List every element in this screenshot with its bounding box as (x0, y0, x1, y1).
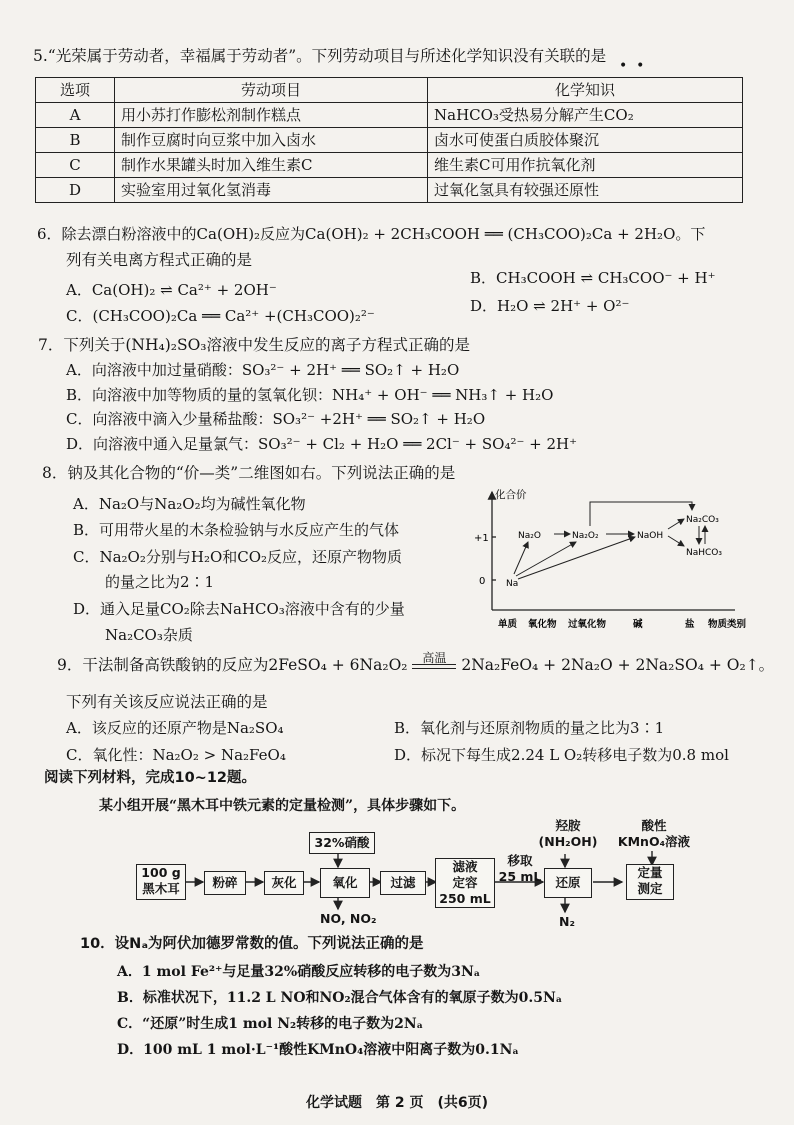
table-header-row (36, 78, 743, 103)
table-row (36, 178, 743, 203)
x-category-label: 单质 (498, 619, 518, 630)
material-intro: 某小组开展“黑木耳中铁元素的定量检测”，具体步骤如下。 (99, 798, 466, 814)
reagent-hydroxylamine-line2: (NH₂OH) (538, 834, 598, 849)
emphasis-dots: • • (619, 58, 645, 74)
node-na: Na (506, 579, 519, 589)
flow-step-ash: 灰化 (264, 871, 304, 895)
q9-option-c: C．氧化性：Na₂O₂ > Na₂FeO₄ (66, 746, 286, 764)
q6-stem-line1: 6．除去漂白粉溶液中的Ca(OH)₂反应为Ca(OH)₂ + 2CH₃COOH ══ (CH₃COO)₂Ca + 2H₂O。下 (37, 225, 706, 243)
reagent-nitric-acid: 32%硝酸 (309, 832, 375, 854)
flow-step-start-line2: 黑木耳 (142, 881, 180, 896)
q8-option-c-cont: 的量之比为2∶1 (105, 573, 215, 591)
q8-option-b: B．可用带火星的木条检验钠与水反应产生的气体 (73, 521, 400, 539)
q9-stem-line2: 下列有关该反应说法正确的是 (66, 693, 268, 711)
byproduct-gases: NO, NO₂ (320, 911, 377, 926)
flow-step-crush: 粉碎 (204, 871, 246, 895)
transform-arrows (514, 502, 705, 579)
y-tick-label: 0 (479, 576, 486, 587)
table-row (36, 103, 743, 128)
q9-stem (57, 650, 775, 676)
q7-option-d: D．向溶液中通入足量氯气：SO₃²⁻ + Cl₂ + H₂O ══ 2Cl⁻ + SO₄²⁻ + 2H⁺ (66, 435, 578, 453)
table-cell: B (36, 128, 115, 153)
q9-stem-prefix: 9．干法制备高铁酸钠的反应为2FeSO₄ + 6Na₂O₂ (57, 656, 408, 674)
table-cell: NaHCO₃受热易分解产生CO₂ (428, 103, 743, 128)
table-cell: 制作水果罐头时加入维生素C (115, 153, 428, 178)
x-category-label: 盐 (685, 619, 695, 630)
q6-option-b: B．CH₃COOH ⇌ CH₃COO⁻ + H⁺ (470, 269, 716, 287)
flow-step-oxidize: 氧化 (320, 868, 370, 898)
q8-option-d-cont: Na₂CO₃杂质 (105, 626, 193, 644)
table-cell: D (36, 178, 115, 203)
q9-option-a: A．该反应的还原产物是Na₂SO₄ (66, 719, 284, 737)
flow-step-measure-line2: 测定 (637, 881, 663, 896)
y-axis-label: 化合价 (495, 489, 527, 501)
q5-stem: 5.“光荣属于劳动者，幸福属于劳动者”。下列劳动项目与所述化学知识没有关联的是 (33, 47, 607, 65)
table-cell: 过氧化氢具有较强还原性 (428, 178, 743, 203)
q10-option-b: B．标准状况下，11.2 L NO和NO₂混合气体含有的氧原子数为0.5Nₐ (117, 990, 563, 1006)
x-category-label: 碱 (633, 619, 643, 630)
q7-stem: 7．下列关于(NH₄)₂SO₃溶液中发生反应的离子方程式正确的是 (38, 336, 471, 354)
table-cell: 用小苏打作膨松剂制作糕点 (115, 103, 428, 128)
flow-step-volume-line1: 滤液 (452, 859, 478, 874)
node-na2o: Na₂O (518, 531, 541, 541)
q6-option-d: D．H₂O ⇌ 2H⁺ + O²⁻ (470, 297, 630, 315)
table-cell: A (36, 103, 115, 128)
node-nahco3: NaHCO₃ (686, 548, 722, 558)
transfer-label-line2: 25 mL (498, 869, 542, 884)
x-axis-label: 物质类别 (708, 619, 747, 630)
page-footer: 化学试题 第 2 页 (共6页) (305, 1095, 489, 1111)
flow-step-volume (435, 858, 495, 908)
flow-step-filter: 过滤 (380, 871, 426, 895)
table-header: 劳动项目 (115, 78, 428, 103)
q6-stem-line2: 列有关电离方程式正确的是 (66, 251, 253, 269)
table-row (36, 153, 743, 178)
node-na2co3: Na₂CO₃ (686, 515, 719, 525)
x-category-label: 过氧化物 (568, 619, 607, 630)
table-header: 选项 (36, 78, 115, 103)
flow-step-reduce: 还原 (544, 868, 592, 898)
table-header: 化学知识 (428, 78, 743, 103)
q6-option-c: C．(CH₃COO)₂Ca ══ Ca²⁺ +(CH₃COO)₂²⁻ (66, 307, 375, 325)
q8-option-d: D．通入足量CO₂除去NaHCO₃溶液中含有的少量 (73, 600, 405, 618)
flow-step-start (136, 864, 186, 900)
reagent-hydroxylamine (538, 818, 598, 850)
transfer-label-line1: 移取 (507, 853, 533, 868)
reagent-kmno4 (616, 818, 692, 850)
table-cell: 卤水可使蛋白质胶体聚沉 (428, 128, 743, 153)
q8-option-a: A．Na₂O与Na₂O₂均为碱性氧化物 (73, 495, 306, 513)
reaction-condition-arrow (412, 650, 456, 676)
valence-category-diagram (470, 482, 770, 634)
node-na2o2: Na₂O₂ (572, 531, 599, 541)
table-cell: C (36, 153, 115, 178)
table-cell: 实验室用过氧化氢消毒 (115, 178, 428, 203)
q8-option-c: C．Na₂O₂分别与H₂O和CO₂反应，还原产物物质 (73, 548, 403, 566)
q9-option-b: B．氧化剂与还原剂物质的量之比为3∶1 (394, 719, 665, 737)
reagent-kmno4-line2: KMnO₄溶液 (617, 834, 691, 849)
table-cell: 维生素C可用作抗氧化剂 (428, 153, 743, 178)
q6-option-a: A．Ca(OH)₂ ⇌ Ca²⁺ + 2OH⁻ (66, 281, 277, 299)
q7-option-c: C．向溶液中滴入少量稀盐酸：SO₃²⁻ +2H⁺ ══ SO₂↑ + H₂O (66, 410, 486, 428)
reagent-hydroxylamine-line1: 羟胺 (555, 818, 581, 833)
byproduct-n2: N₂ (559, 914, 575, 929)
reagent-kmno4-line1: 酸性 (641, 818, 667, 833)
transfer-label (497, 853, 543, 885)
q10-option-c: C．“还原”时生成1 mol N₂转移的电子数为2Nₐ (117, 1016, 424, 1032)
reaction-condition: 高温 (422, 650, 447, 665)
flow-step-volume-line2: 定容 (452, 875, 478, 890)
q10-stem: 10．设Nₐ为阿伏加德罗常数的值。下列说法正确的是 (80, 936, 424, 952)
q7-option-a: A．向溶液中加过量硝酸：SO₃²⁻ + 2H⁺ ══ SO₂↑ + H₂O (66, 361, 460, 379)
flow-step-measure (626, 864, 674, 900)
q7-option-b: B．向溶液中加等物质的量的氢氧化钡：NH₄⁺ + OH⁻ ══ NH₃↑ + H₂O (66, 386, 554, 404)
flow-step-volume-line3: 250 mL (439, 891, 491, 906)
q8-stem: 8．钠及其化合物的“价—类”二维图如右。下列说法正确的是 (42, 464, 456, 482)
x-category-label: 氧化物 (528, 619, 557, 630)
q9-stem-suffix: 2Na₂FeO₄ + 2Na₂O + 2Na₂SO₄ + O₂↑。 (461, 656, 775, 674)
table-row (36, 128, 743, 153)
y-tick-label: +1 (474, 533, 489, 544)
q10-option-a: A．1 mol Fe²⁺与足量32%硝酸反应转移的电子数为3Nₐ (117, 964, 481, 980)
flow-step-start-line1: 100 g (141, 865, 181, 880)
node-naoh: NaOH (637, 531, 664, 541)
q9-option-d: D．标况下每生成2.24 L O₂转移电子数为0.8 mol (394, 746, 729, 764)
q5-table (35, 77, 743, 203)
q10-option-d: D．100 mL 1 mol·L⁻¹酸性KMnO₄溶液中阳离子数为0.1Nₐ (117, 1042, 519, 1058)
table-cell: 制作豆腐时向豆浆中加入卤水 (115, 128, 428, 153)
material-heading: 阅读下列材料，完成10~12题。 (44, 770, 257, 786)
flow-step-measure-line1: 定量 (637, 865, 663, 880)
